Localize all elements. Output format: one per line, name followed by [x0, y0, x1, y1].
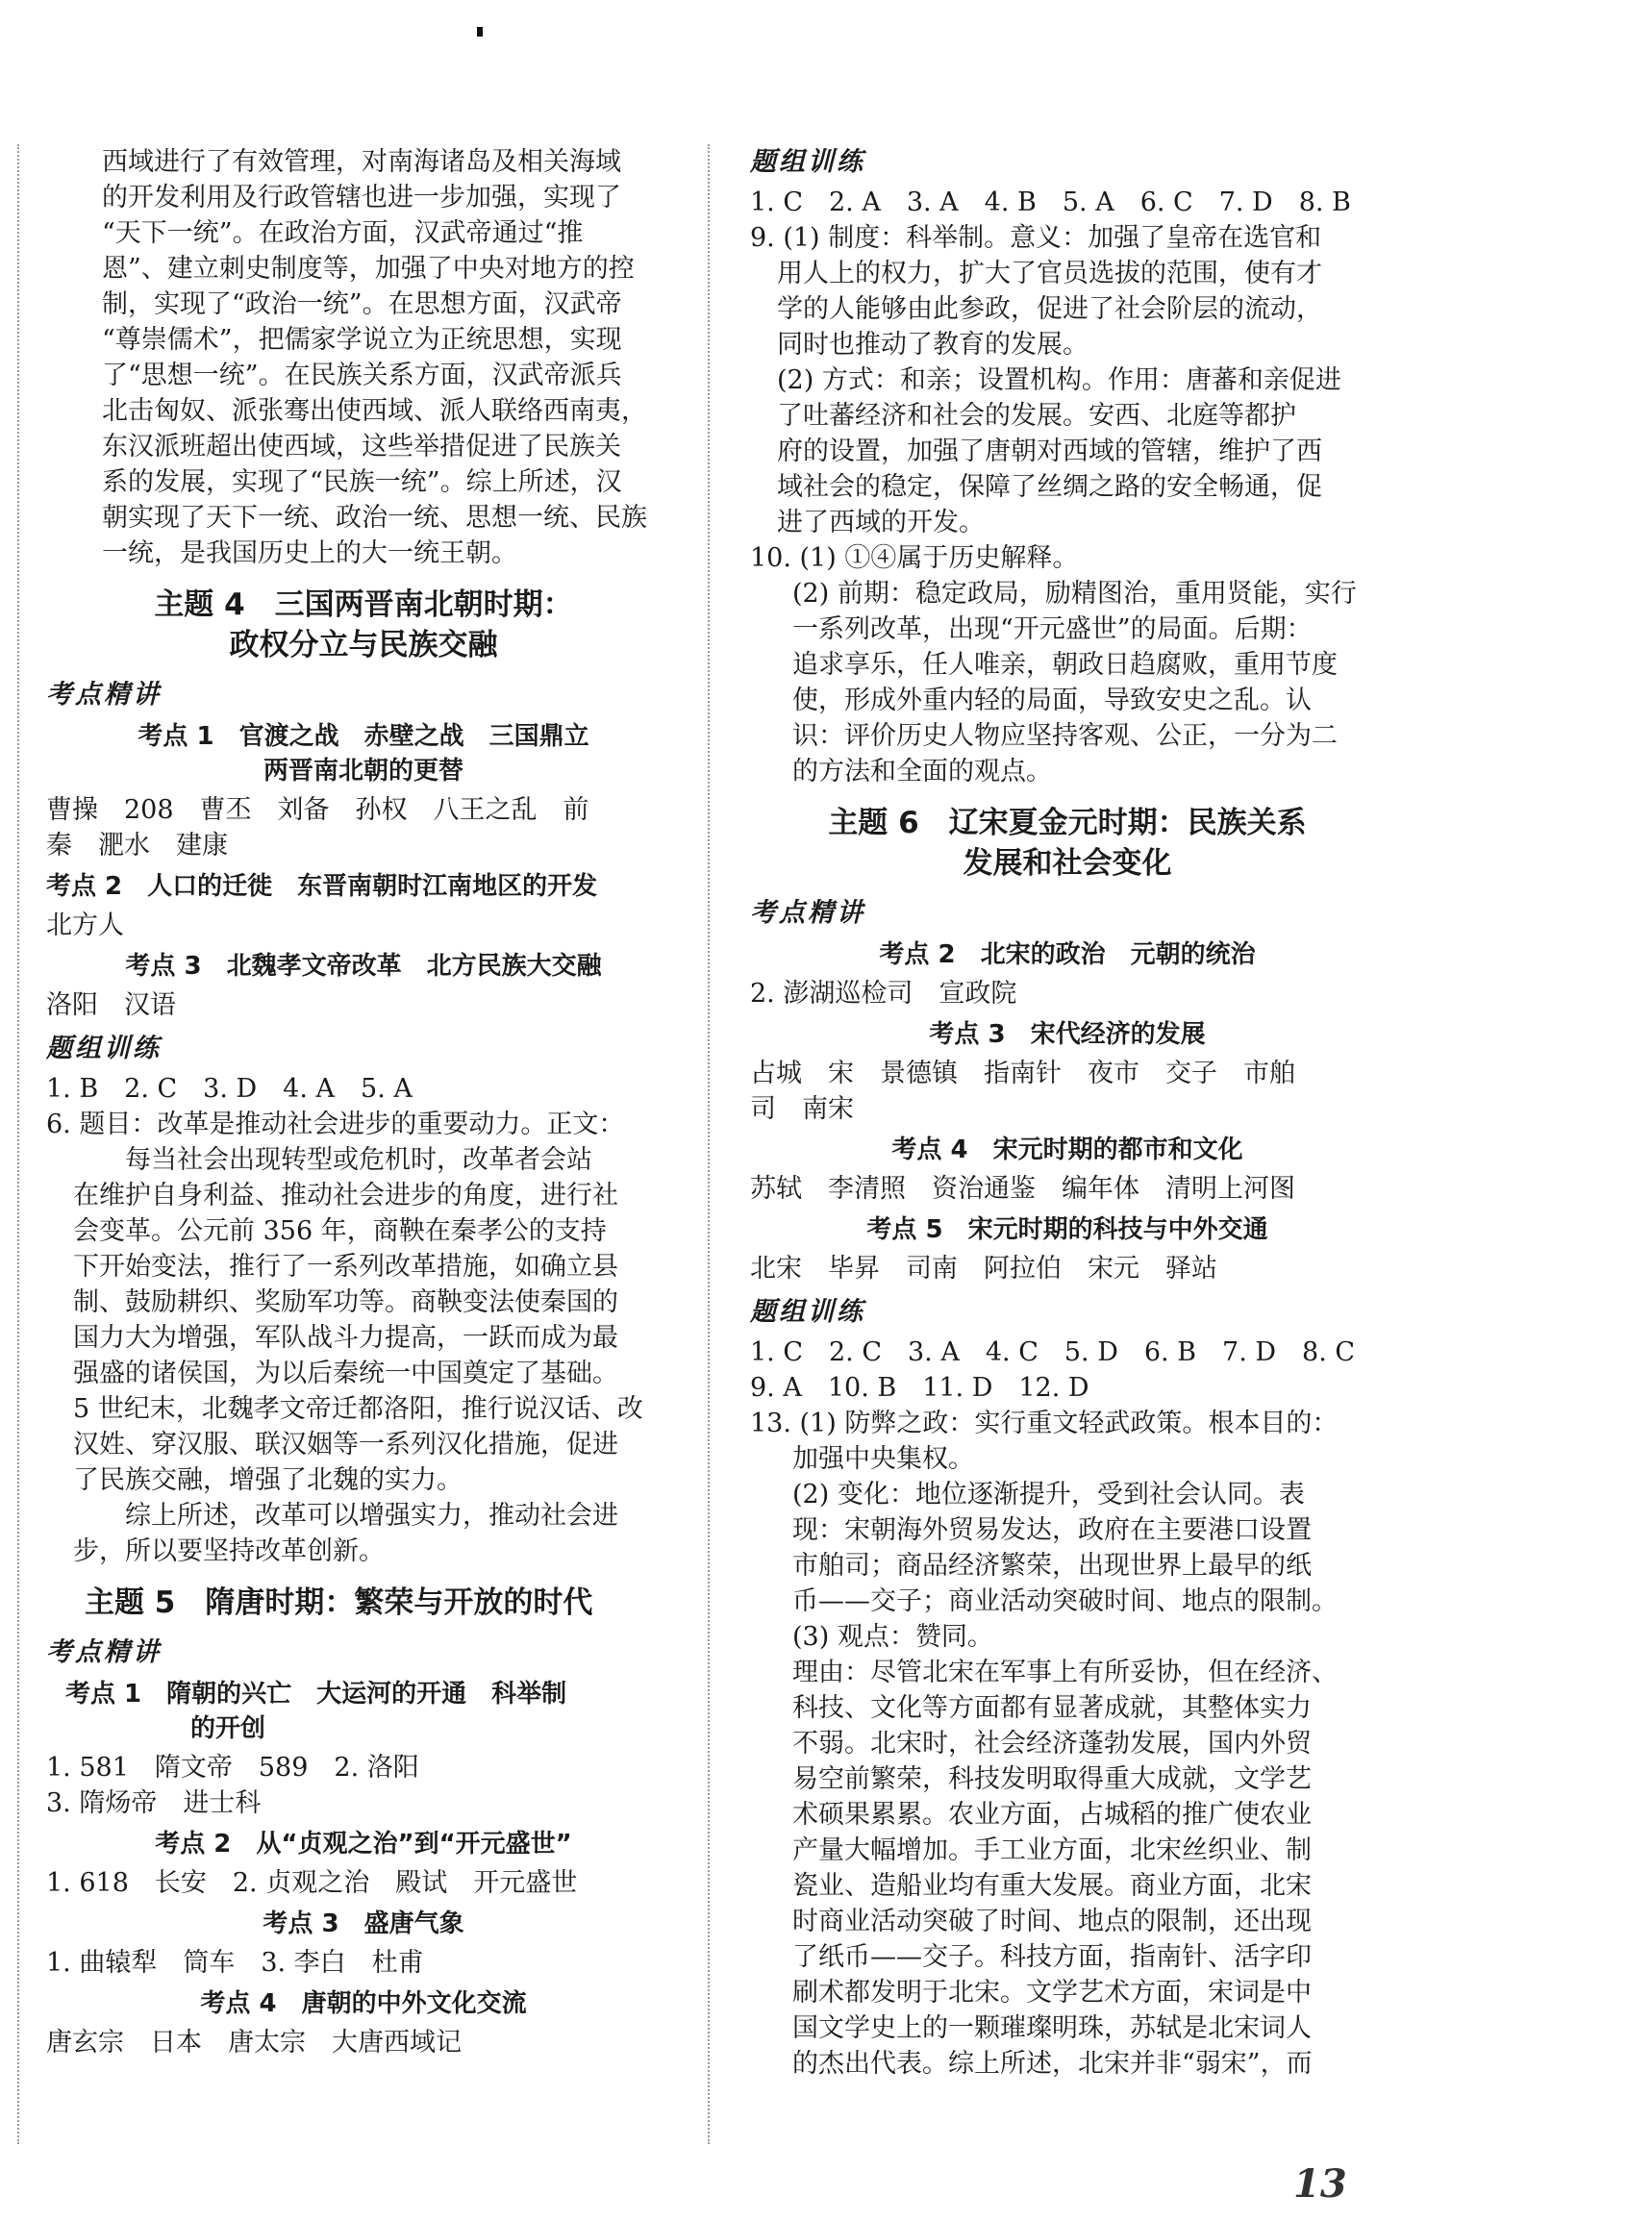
- text-line: 强盛的诸侯国，为以后秦统一中国奠定了基础。: [73, 1359, 618, 1388]
- text-line: 科技、文化等方面都有显著成就，其整体实力: [792, 1693, 1312, 1723]
- answer-line: 洛阳 汉语: [46, 990, 176, 1020]
- theme-title-line: 主题 6 辽宋夏金元时期：民族关系: [828, 806, 1307, 840]
- column-divider: [708, 144, 710, 2144]
- text-line: 东汉派班超出使西域，这些举措促进了民族关: [102, 432, 621, 462]
- text-line: 了民族交融，增强了北魏的实力。: [73, 1465, 463, 1495]
- answer-line: 1. 581 隋文帝 589 2. 洛阳: [46, 1753, 419, 1783]
- section-heading-kdjj: 考点精讲: [46, 1637, 162, 1667]
- text-line: 同时也推动了教育的发展。: [777, 330, 1089, 360]
- kaodian-1-heading: [46, 719, 681, 788]
- text-line: 步，所以要坚持改革创新。: [73, 1536, 385, 1566]
- text-line: 的方法和全面的观点。: [792, 757, 1052, 786]
- theme-title-line: 发展和社会变化: [963, 846, 1172, 881]
- t6-kaodian-2-heading: 考点 2 北宋的政治 元朝的统治: [879, 940, 1256, 969]
- text-line: 追求享乐，任人唯亲，朝政日趋腐败，重用节度: [792, 650, 1338, 680]
- text-line: 的杰出代表。综上所述，北宋并非“弱宋”，而: [792, 2049, 1313, 2079]
- text-line: 刷术都发明于北宋。文学艺术方面，宋词是中: [792, 1978, 1312, 2008]
- text-line: 每当社会出现转型或危机时，改革者会站: [125, 1145, 592, 1175]
- section-heading-tzxl: 题组训练: [750, 1297, 865, 1327]
- left-column: [46, 144, 681, 2060]
- text-line: 了“思想一统”。在民族关系方面，汉武帝派兵: [102, 361, 622, 390]
- text-line: 一系列改革，出现“开元盛世”的局面。后期：: [792, 614, 1313, 644]
- text-line: 市舶司；商品经济繁荣，出现世界上最早的纸: [792, 1551, 1312, 1581]
- answer-line: 1. 618 长安 2. 贞观之治 殿试 开元盛世: [46, 1868, 578, 1898]
- t5-kaodian-4-heading: 考点 4 唐朝的中外文化交流: [200, 1989, 527, 2018]
- text-line: 北击匈奴、派张骞出使西域、派人联络西南夷，: [102, 396, 647, 426]
- text-line: 9. (1) 制度：科举制。意义：加强了皇帝在选官和: [750, 223, 1322, 253]
- text-line: (2) 方式：和亲；设置机构。作用：唐蕃和亲促进: [777, 365, 1341, 395]
- text-line: 易空前繁荣，科技发明取得重大成就，文学艺: [792, 1764, 1312, 1794]
- answer-line: 秦 淝水 建康: [46, 831, 228, 861]
- kaodian-3-heading: 考点 3 北魏孝文帝改革 北方民族大交融: [125, 952, 602, 981]
- text-line: 朝实现了天下一统、政治一统、思想一统、民族: [102, 503, 647, 533]
- text-line: 进了西域的开发。: [777, 508, 985, 537]
- t6-kaodian-4-heading: 考点 4 宋元时期的都市和文化: [891, 1135, 1243, 1164]
- text-line: 学的人能够由此参政，促进了社会阶层的流动，: [777, 294, 1322, 324]
- text-line: 国力大为增强，军队战斗力提高，一跃而成为最: [73, 1323, 618, 1353]
- theme-4-heading: [46, 585, 681, 665]
- kaodian-line: 考点 1 隋朝的兴亡 大运河的开通 科举制: [65, 1680, 567, 1709]
- text-line: (3) 观点：赞同。: [792, 1622, 993, 1652]
- text-line: 币——交子；商业活动突破时间、地点的限制。: [792, 1586, 1338, 1616]
- text-line: 会变革。公元前 356 年，商鞅在秦孝公的支持: [73, 1216, 607, 1246]
- answer-line: 北方人: [46, 911, 124, 940]
- text-line: 加强中央集权。: [792, 1444, 974, 1474]
- text-line: 域社会的稳定，保障了丝绸之路的安全畅通，促: [777, 472, 1322, 502]
- theme-5-heading: 主题 5 隋唐时期：繁荣与开放的时代: [85, 1585, 593, 1620]
- section-heading-kdjj: 考点精讲: [750, 898, 865, 928]
- intro-paragraph: [46, 144, 681, 571]
- text-line: 了纸币——交子。科技方面，指南针、活字印: [792, 1942, 1312, 1972]
- question-6-body: [46, 1142, 681, 1569]
- answer-line: 司 南宋: [750, 1094, 854, 1124]
- text-line: 制，实现了“政治一统”。在思想方面，汉武帝: [102, 289, 622, 319]
- text-line: “天下一统”。在政治方面，汉武帝通过“推: [102, 218, 584, 248]
- answer-line: 苏轼 李清照 资治通鉴 编年体 清明上河图: [750, 1174, 1295, 1204]
- kaodian-2-heading: 考点 2 人口的迁徙 东晋南朝时江南地区的开发: [46, 872, 598, 901]
- text-line: 不弱。北宋时，社会经济蓬勃发展，国内外贸: [792, 1729, 1312, 1759]
- text-line: (2) 变化：地位逐渐提升，受到社会认同。表: [792, 1480, 1305, 1510]
- right-column: [750, 144, 1385, 2082]
- text-line: 西域进行了有效管理，对南海诸岛及相关海域: [102, 147, 621, 177]
- text-line: 了吐蕃经济和社会的发展。安西、北庭等都护: [777, 401, 1296, 431]
- t5-kaodian-2-heading: 考点 2 从“贞观之治”到“开元盛世”: [155, 1830, 572, 1859]
- text-line: 使，形成外重内轻的局面，导致安史之乱。认: [792, 686, 1312, 715]
- text-line: 理由：尽管北宋在军事上有所妥协，但在经济、: [792, 1658, 1338, 1687]
- page-mark: [477, 27, 483, 37]
- text-line: 5 世纪末，北魏孝文帝迁都洛阳，推行说汉话、改: [73, 1394, 643, 1424]
- answer-line: 占城 宋 景德镇 指南针 夜市 交子 市舶: [750, 1059, 1295, 1088]
- t6-kaodian-5-heading: 考点 5 宋元时期的科技与中外交通: [866, 1215, 1268, 1244]
- page-number: 13: [1293, 2161, 1347, 2207]
- answer-line: 唐玄宗 日本 唐太宗 大唐西域记: [46, 2028, 462, 2058]
- mc-answers: 1. C 2. A 3. A 4. B 5. A 6. C 7. D 8. B: [750, 187, 1351, 217]
- left-margin-divider: [17, 144, 19, 2144]
- text-line: 的开发利用及行政管辖也进一步加强，实现了: [102, 183, 621, 212]
- text-line: 综上所述，改革可以增强实力，推动社会进: [125, 1501, 618, 1531]
- t5-kaodian-1-heading: [46, 1677, 681, 1746]
- answer-line: 北宋 毕昇 司南 阿拉伯 宋元 驿站: [750, 1254, 1217, 1284]
- text-line: 10. (1) ①④属于历史解释。: [750, 543, 1079, 573]
- text-line: 识：评价历史人物应坚持客观、公正，一分为二: [792, 721, 1338, 751]
- text-line: 时商业活动突破了时间、地点的限制，还出现: [792, 1907, 1312, 1936]
- text-line: 13. (1) 防弊之政：实行重文轻武政策。根本目的：: [750, 1409, 1339, 1438]
- question-9: [750, 220, 1385, 540]
- text-line: 系的发展，实现了“民族一统”。综上所述，汉: [102, 467, 622, 497]
- theme-title-line: 主题 4 三国两晋南北朝时期：: [154, 587, 573, 622]
- answer-line: 1. 曲辕犁 筒车 3. 李白 杜甫: [46, 1948, 424, 1978]
- mc-answers: 1. C 2. C 3. A 4. C 5. D 6. B 7. D 8. C: [750, 1337, 1356, 1367]
- answer-line: 曹操 208 曹丕 刘备 孙权 八王之乱 前: [46, 795, 589, 825]
- text-line: (2) 前期：稳定政局，励精图治，重用贤能，实行: [792, 579, 1357, 609]
- question-10: [750, 540, 1385, 789]
- t6-kaodian-3-heading: 考点 3 宋代经济的发展: [929, 1020, 1206, 1049]
- text-line: 瓷业、造船业均有重大发展。商业方面，北宋: [792, 1871, 1312, 1901]
- text-line: 用人上的权力，扩大了官员选拔的范围，使有才: [777, 259, 1322, 288]
- theme-title-line: 政权分立与民族交融: [229, 628, 498, 662]
- kaodian-line: 两晋南北朝的更替: [263, 757, 463, 786]
- section-heading-tzxl: 题组训练: [750, 147, 865, 177]
- answer-line: 2. 澎湖巡检司 宣政院: [750, 979, 1017, 1009]
- answer-line: 3. 隋炀帝 进士科: [46, 1788, 262, 1818]
- text-line: “尊崇儒术”，把儒家学说立为正统思想，实现: [102, 325, 622, 355]
- text-line: 恩”、建立刺史制度等，加强了中央对地方的控: [102, 254, 635, 284]
- text-line: 汉姓、穿汉服、联汉姻等一系列汉化措施，促进: [73, 1430, 618, 1460]
- text-line: 下开始变法，推行了一系列改革措施，如确立县: [73, 1252, 618, 1282]
- text-line: 制、鼓励耕织、奖励军功等。商鞅变法使秦国的: [73, 1287, 618, 1317]
- text-line: 在维护自身利益、推动社会进步的角度，进行社: [73, 1181, 618, 1210]
- kaodian-line: 考点 1 官渡之战 赤壁之战 三国鼎立: [138, 722, 589, 751]
- text-line: 府的设置，加强了唐朝对西域的管辖，维护了西: [777, 437, 1322, 466]
- t5-kaodian-3-heading: 考点 3 盛唐气象: [263, 1909, 464, 1938]
- kaodian-line: 的开创: [190, 1714, 266, 1743]
- section-heading-kdjj: 考点精讲: [46, 680, 162, 710]
- theme-6-heading: [750, 803, 1385, 884]
- mc-answers: 1. B 2. C 3. D 4. A 5. A: [46, 1074, 413, 1104]
- mc-answers: 9. A 10. B 11. D 12. D: [750, 1373, 1089, 1403]
- question-13: [750, 1406, 1385, 2082]
- question-6-head: 6. 题目：改革是推动社会进步的重要动力。正文：: [46, 1110, 625, 1139]
- text-line: 国文学史上的一颗璀璨明珠，苏轼是北宋词人: [792, 2013, 1312, 2043]
- section-heading-tzxl: 题组训练: [46, 1034, 162, 1063]
- text-line: 现：宋朝海外贸易发达，政府在主要港口设置: [792, 1515, 1312, 1545]
- text-line: 一统，是我国历史上的大一统王朝。: [102, 538, 517, 568]
- text-line: 产量大幅增加。手工业方面，北宋丝织业、制: [792, 1835, 1312, 1865]
- text-line: 术硕果累累。农业方面，占城稻的推广使农业: [792, 1800, 1312, 1830]
